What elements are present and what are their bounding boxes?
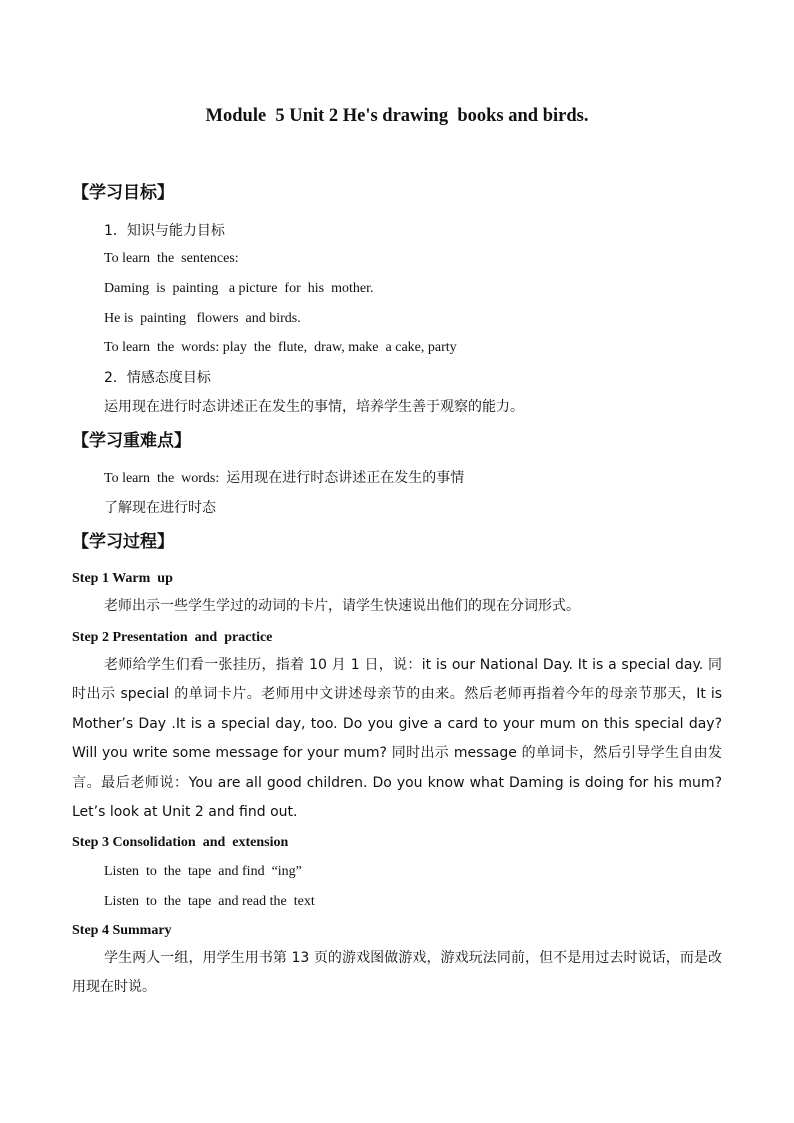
objective-line-1: To learn the sentences: [104, 251, 239, 266]
step-3-line-1: Listen to the tape and find “ing” [104, 864, 302, 879]
objective-item-1: 1．知识与能力目标 [104, 223, 225, 239]
objective-line-3: He is painting flowers and birds. [104, 311, 301, 326]
document-title: Module 5 Unit 2 He's drawing books and birds. [205, 106, 589, 126]
keypoints-line-2: 了解现在进行时态 [104, 500, 216, 516]
objective-item-2: 2．情感态度目标 [104, 370, 211, 386]
objective-line-5: 运用现在进行时态讲述正在发生的事情，培养学生善于观察的能力。 [104, 399, 524, 415]
process-heading: 【学习过程】 [72, 532, 174, 552]
step-2-text: 老师给学生们看一张挂历，指着 10 月 1 日，说：it is our National Day. It is a special day. 同时出示 special 的单词卡片。老师用中文讲述母亲节的由来。然后老师再指着今年的母亲节那天，It is Mother’s Day .It is a special day, too. Do you give a card to your mum on this special day? Will you write some message for your mum? 同时出示 message 的单词卡，然后引导学生自由发言。最后老师说：You are all good children. Do you know what Daming is doing for his mum? Let’s look at Unit 2 and find out. [72, 657, 722, 821]
step-3-line-2: Listen to the tape and read the text [104, 894, 315, 909]
step-1-title: Step 1 Warm up [72, 571, 173, 586]
keypoints-heading: 【学习重难点】 [72, 431, 191, 451]
step-3-title: Step 3 Consolidation and extension [72, 835, 289, 850]
objective-line-4: To learn the words: play the flute, draw, make a cake, party [104, 340, 457, 355]
keypoints-line-1: To learn the words: 运用现在进行时态讲述正在发生的事情 [104, 471, 465, 486]
step-1-text: 老师出示一些学生学过的动词的卡片，请学生快速说出他们的现在分词形式。 [104, 598, 580, 614]
step-4-title: Step 4 Summary [72, 923, 172, 938]
objective-line-2: Daming is painting a picture for his mother. [104, 281, 374, 296]
step-4-text: 学生两人一组，用学生用书第 13 页的游戏图做游戏，游戏玩法同前，但不是用过去时说话，而是改用现在时说。 [72, 950, 722, 996]
step-2-title: Step 2 Presentation and practice [72, 630, 273, 645]
objectives-heading: 【学习目标】 [72, 183, 174, 203]
